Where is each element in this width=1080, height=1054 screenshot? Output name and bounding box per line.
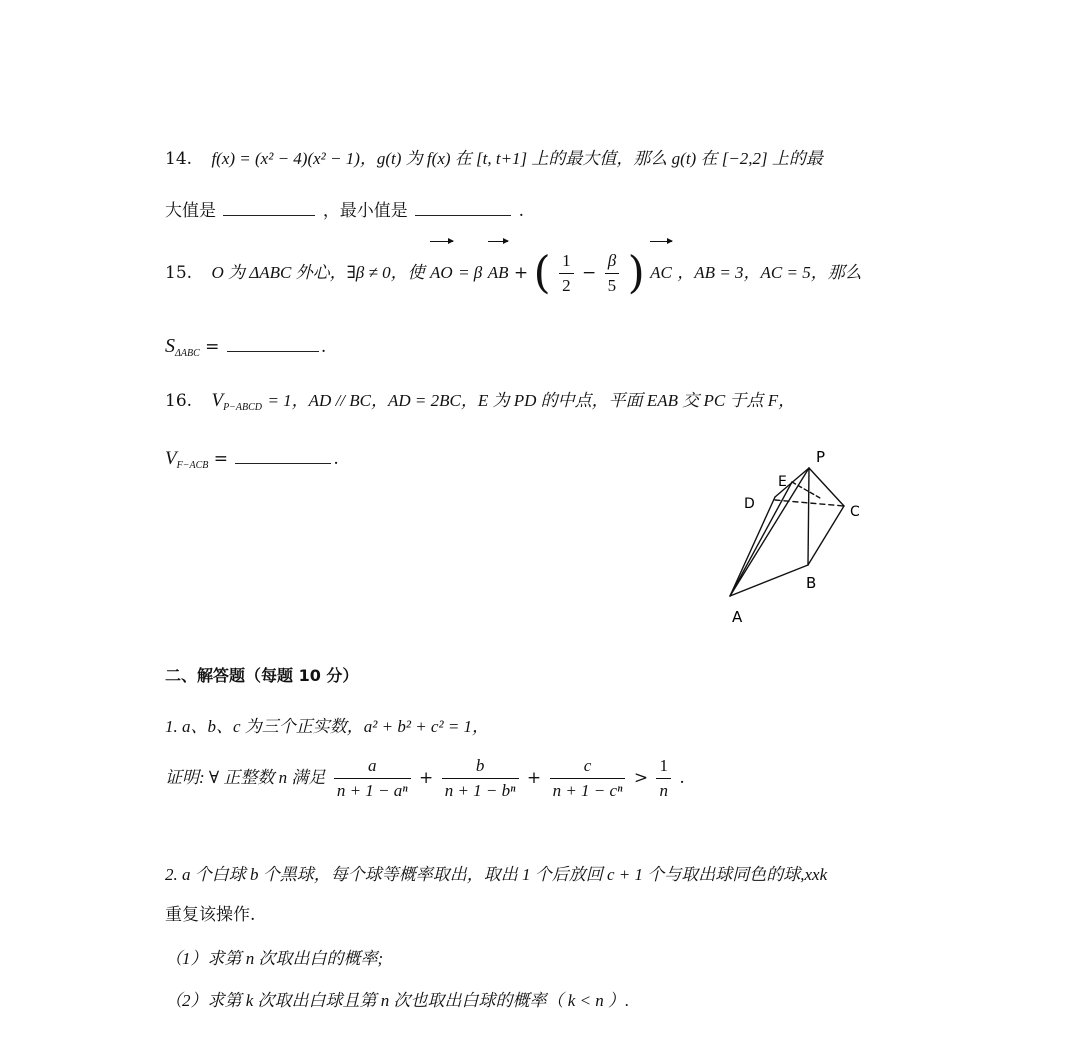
fraction-denominator: 2 bbox=[562, 275, 571, 295]
plus-sign: + bbox=[419, 768, 434, 789]
fraction-numerator: β bbox=[605, 252, 620, 274]
problem-14-statement: f(x) = (x² − 4)(x² − 1)，g(t) 为 f(x) 在 [t, t+1] 上的最大值，那么 g(t) 在 [−2,2] 上的最 bbox=[211, 149, 823, 168]
edge-pb bbox=[808, 468, 809, 565]
problem-15-line-2 bbox=[165, 336, 326, 359]
fraction-denominator: n bbox=[659, 780, 668, 800]
problem-14-end: . bbox=[518, 201, 525, 221]
volume-subscript: P−ABCD bbox=[223, 402, 263, 413]
section-2-heading bbox=[165, 668, 358, 684]
fraction-beta-fifth bbox=[605, 252, 620, 295]
fraction-denominator: 5 bbox=[607, 275, 617, 295]
volume-symbol: V bbox=[211, 390, 224, 411]
volume-blank bbox=[235, 462, 331, 464]
label-b: B bbox=[806, 574, 817, 592]
edge-ea bbox=[730, 482, 792, 596]
problem-14-line-2 bbox=[165, 203, 524, 220]
answer-1-end: . bbox=[679, 768, 685, 789]
fraction-denominator: n + 1 − bⁿ bbox=[444, 780, 516, 800]
label-a: A bbox=[732, 608, 743, 626]
problem-16-line-2 bbox=[165, 449, 339, 471]
area-equals: = bbox=[205, 337, 220, 357]
answer-2-statement-cont: 重复该操作. bbox=[165, 905, 256, 925]
min-value-label: ，最小值是 bbox=[322, 201, 408, 221]
label-e: E bbox=[778, 474, 787, 490]
fraction-denominator: n + 1 − aⁿ bbox=[336, 780, 408, 800]
label-d: D bbox=[744, 496, 755, 512]
volume-equals: = bbox=[213, 449, 229, 469]
greater-than-sign: > bbox=[633, 768, 649, 789]
vector-ab: AB bbox=[488, 248, 509, 298]
min-value-blank bbox=[415, 214, 511, 216]
equals-beta: = β bbox=[458, 263, 483, 282]
proof-prefix: 证明: ∀ 正整数 n 满足 bbox=[165, 768, 326, 788]
volume-symbol-2: V bbox=[165, 448, 177, 469]
problem-16-number: 16. bbox=[165, 391, 193, 411]
left-paren: ( bbox=[533, 247, 551, 299]
part-2-text: （2）求第 k 次取出白球且第 n 次也取出白球的概率（ k < n ）. bbox=[165, 991, 630, 1010]
area-blank bbox=[227, 350, 319, 352]
plus-sign: + bbox=[513, 263, 529, 283]
part-1-text: （1）求第 n 次取出白的概率; bbox=[165, 949, 384, 968]
problem-15-condition: O 为 ΔABC 外心，∃β ≠ 0，使 bbox=[211, 263, 425, 282]
fraction-numerator: a bbox=[334, 757, 411, 779]
answer-2-statement: 2. a 个白球 b 个黑球，每个球等概率取出，取出 1 个后放回 c + 1 个与取出球同色的球,xxk bbox=[165, 865, 828, 884]
label-c: C bbox=[850, 504, 860, 520]
fraction-b bbox=[442, 757, 519, 800]
area-end: . bbox=[320, 337, 327, 357]
fraction-denominator: n + 1 − cⁿ bbox=[552, 780, 623, 800]
area-subscript: ΔABC bbox=[175, 348, 200, 359]
answer-2-part-1 bbox=[165, 950, 383, 968]
label-p: P bbox=[816, 448, 826, 466]
problem-14-number: 14. bbox=[165, 149, 193, 169]
section-2-title: 二、解答题（每题 10 分） bbox=[165, 666, 359, 685]
pyramid-figure bbox=[720, 440, 890, 630]
problem-14-line-1 bbox=[165, 150, 823, 168]
edge-pc bbox=[809, 468, 844, 506]
fraction-one-half bbox=[559, 252, 574, 295]
minus-sign: − bbox=[582, 263, 597, 283]
fraction-c bbox=[550, 757, 626, 800]
fraction-one-over-n bbox=[656, 757, 671, 800]
answer-1-statement: 1. a、b、c 为三个正实数，a² + b² + c² = 1， bbox=[165, 717, 490, 736]
right-paren: ) bbox=[627, 247, 645, 299]
fraction-numerator: 1 bbox=[559, 252, 574, 274]
area-symbol: S bbox=[165, 335, 175, 357]
edge-bc bbox=[808, 506, 844, 565]
fraction-numerator: 1 bbox=[656, 757, 671, 779]
max-value-label: 大值是 bbox=[165, 201, 216, 221]
volume-subscript-2: F−ACB bbox=[176, 460, 209, 471]
answer-2-line-1 bbox=[165, 866, 827, 884]
answer-1-line-2 bbox=[165, 757, 685, 800]
fraction-a bbox=[334, 757, 411, 800]
volume-end: . bbox=[333, 449, 339, 469]
problem-15-line-1 bbox=[165, 248, 862, 299]
answer-2-part-2 bbox=[165, 992, 629, 1010]
fraction-numerator: b bbox=[442, 757, 519, 779]
problem-15-givens: ，AB = 3，AC = 5，那么 bbox=[677, 263, 862, 282]
plus-sign: + bbox=[526, 768, 542, 789]
vector-ao: AO bbox=[430, 248, 453, 298]
vector-ac: AC bbox=[650, 248, 672, 298]
max-value-blank bbox=[223, 214, 315, 216]
problem-16-statement: = 1，AD // BC，AD = 2BC，E 为 PD 的中点，平面 EAB 交 PC 于点 F， bbox=[267, 391, 796, 410]
fraction-numerator: c bbox=[550, 757, 626, 779]
answer-2-line-2 bbox=[165, 907, 255, 924]
edge-pa bbox=[730, 468, 809, 596]
problem-15-number: 15. bbox=[165, 263, 193, 283]
answer-1-line-1 bbox=[165, 718, 489, 736]
problem-16-line-1 bbox=[165, 391, 795, 413]
